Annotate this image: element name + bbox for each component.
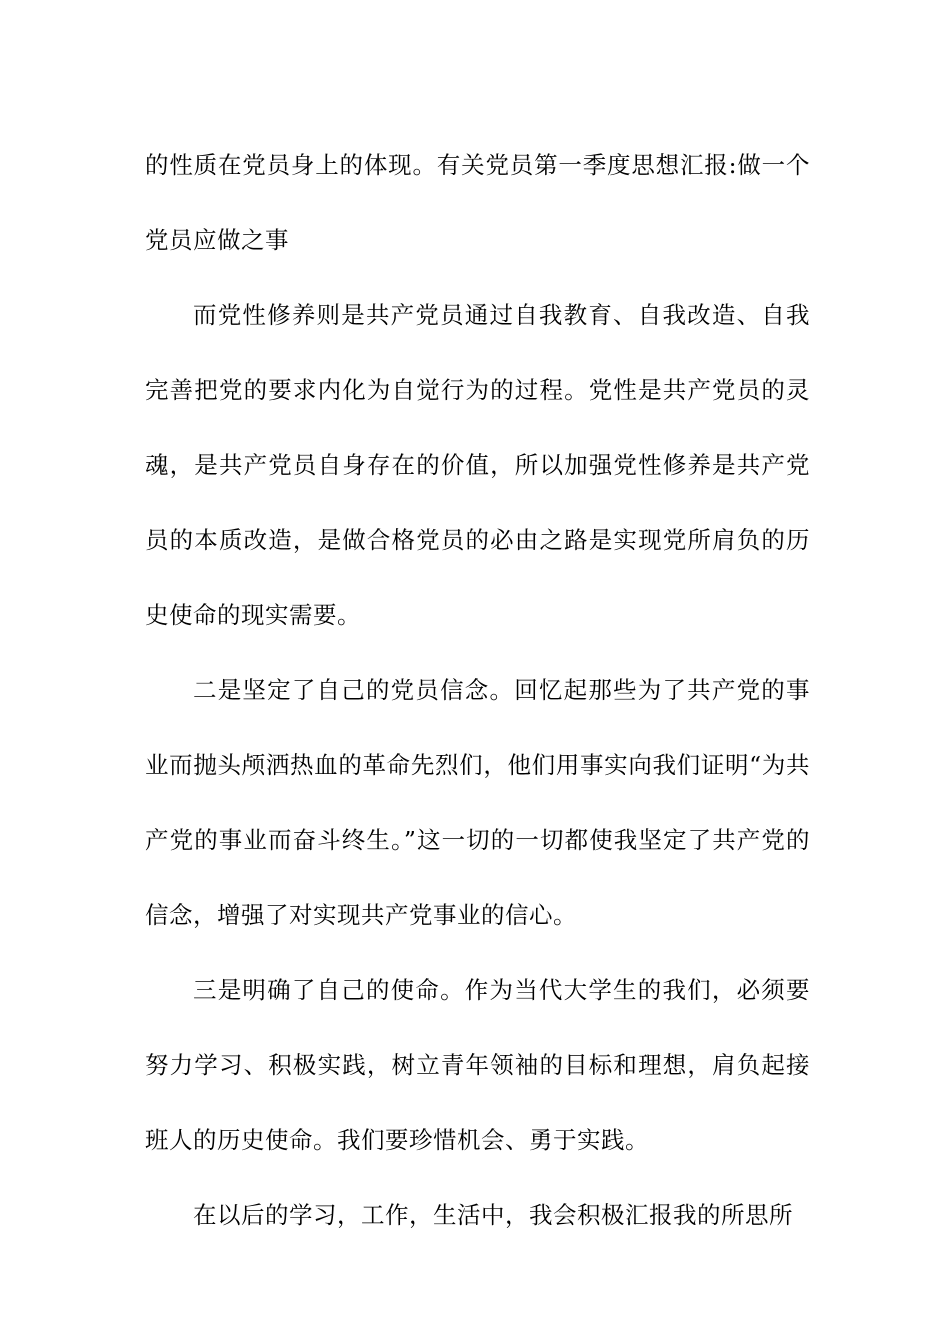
paragraph-3: 二是坚定了自己的党员信念。回忆起那些为了共产党的事业而抛头颅洒热血的革命先烈们，他们用事实向我们证明“为共产党的事业而奋斗终生。”这一切的一切都使我坚定了共产党的信念，增强了对实现共产党事业的信心。	[145, 676, 810, 929]
document-body	[145, 128, 810, 1253]
paragraph-4: 三是明确了自己的使命。作为当代大学生的我们，必须要努力学习、积极实践，树立青年领袖的目标和理想，肩负起接班人的历史使命。我们要珍惜机会、勇于实践。	[145, 976, 810, 1154]
paragraph-1: 的性质在党员身上的体现。有关党员第一季度思想汇报:做一个党员应做之事	[145, 151, 810, 254]
paragraph-5: 在以后的学习，工作，生活中，我会积极汇报我的所思所	[193, 1201, 793, 1229]
paragraph-2: 而党性修养则是共产党员通过自我教育、自我改造、自我完善把党的要求内化为自觉行为的过程。党性是共产党员的灵魂，是共产党员自身存在的价值，所以加强党性修养是共产党员的本质改造，是做合格党员的必由之路是实现党所肩负的历史使命的现实需要。	[145, 301, 810, 629]
